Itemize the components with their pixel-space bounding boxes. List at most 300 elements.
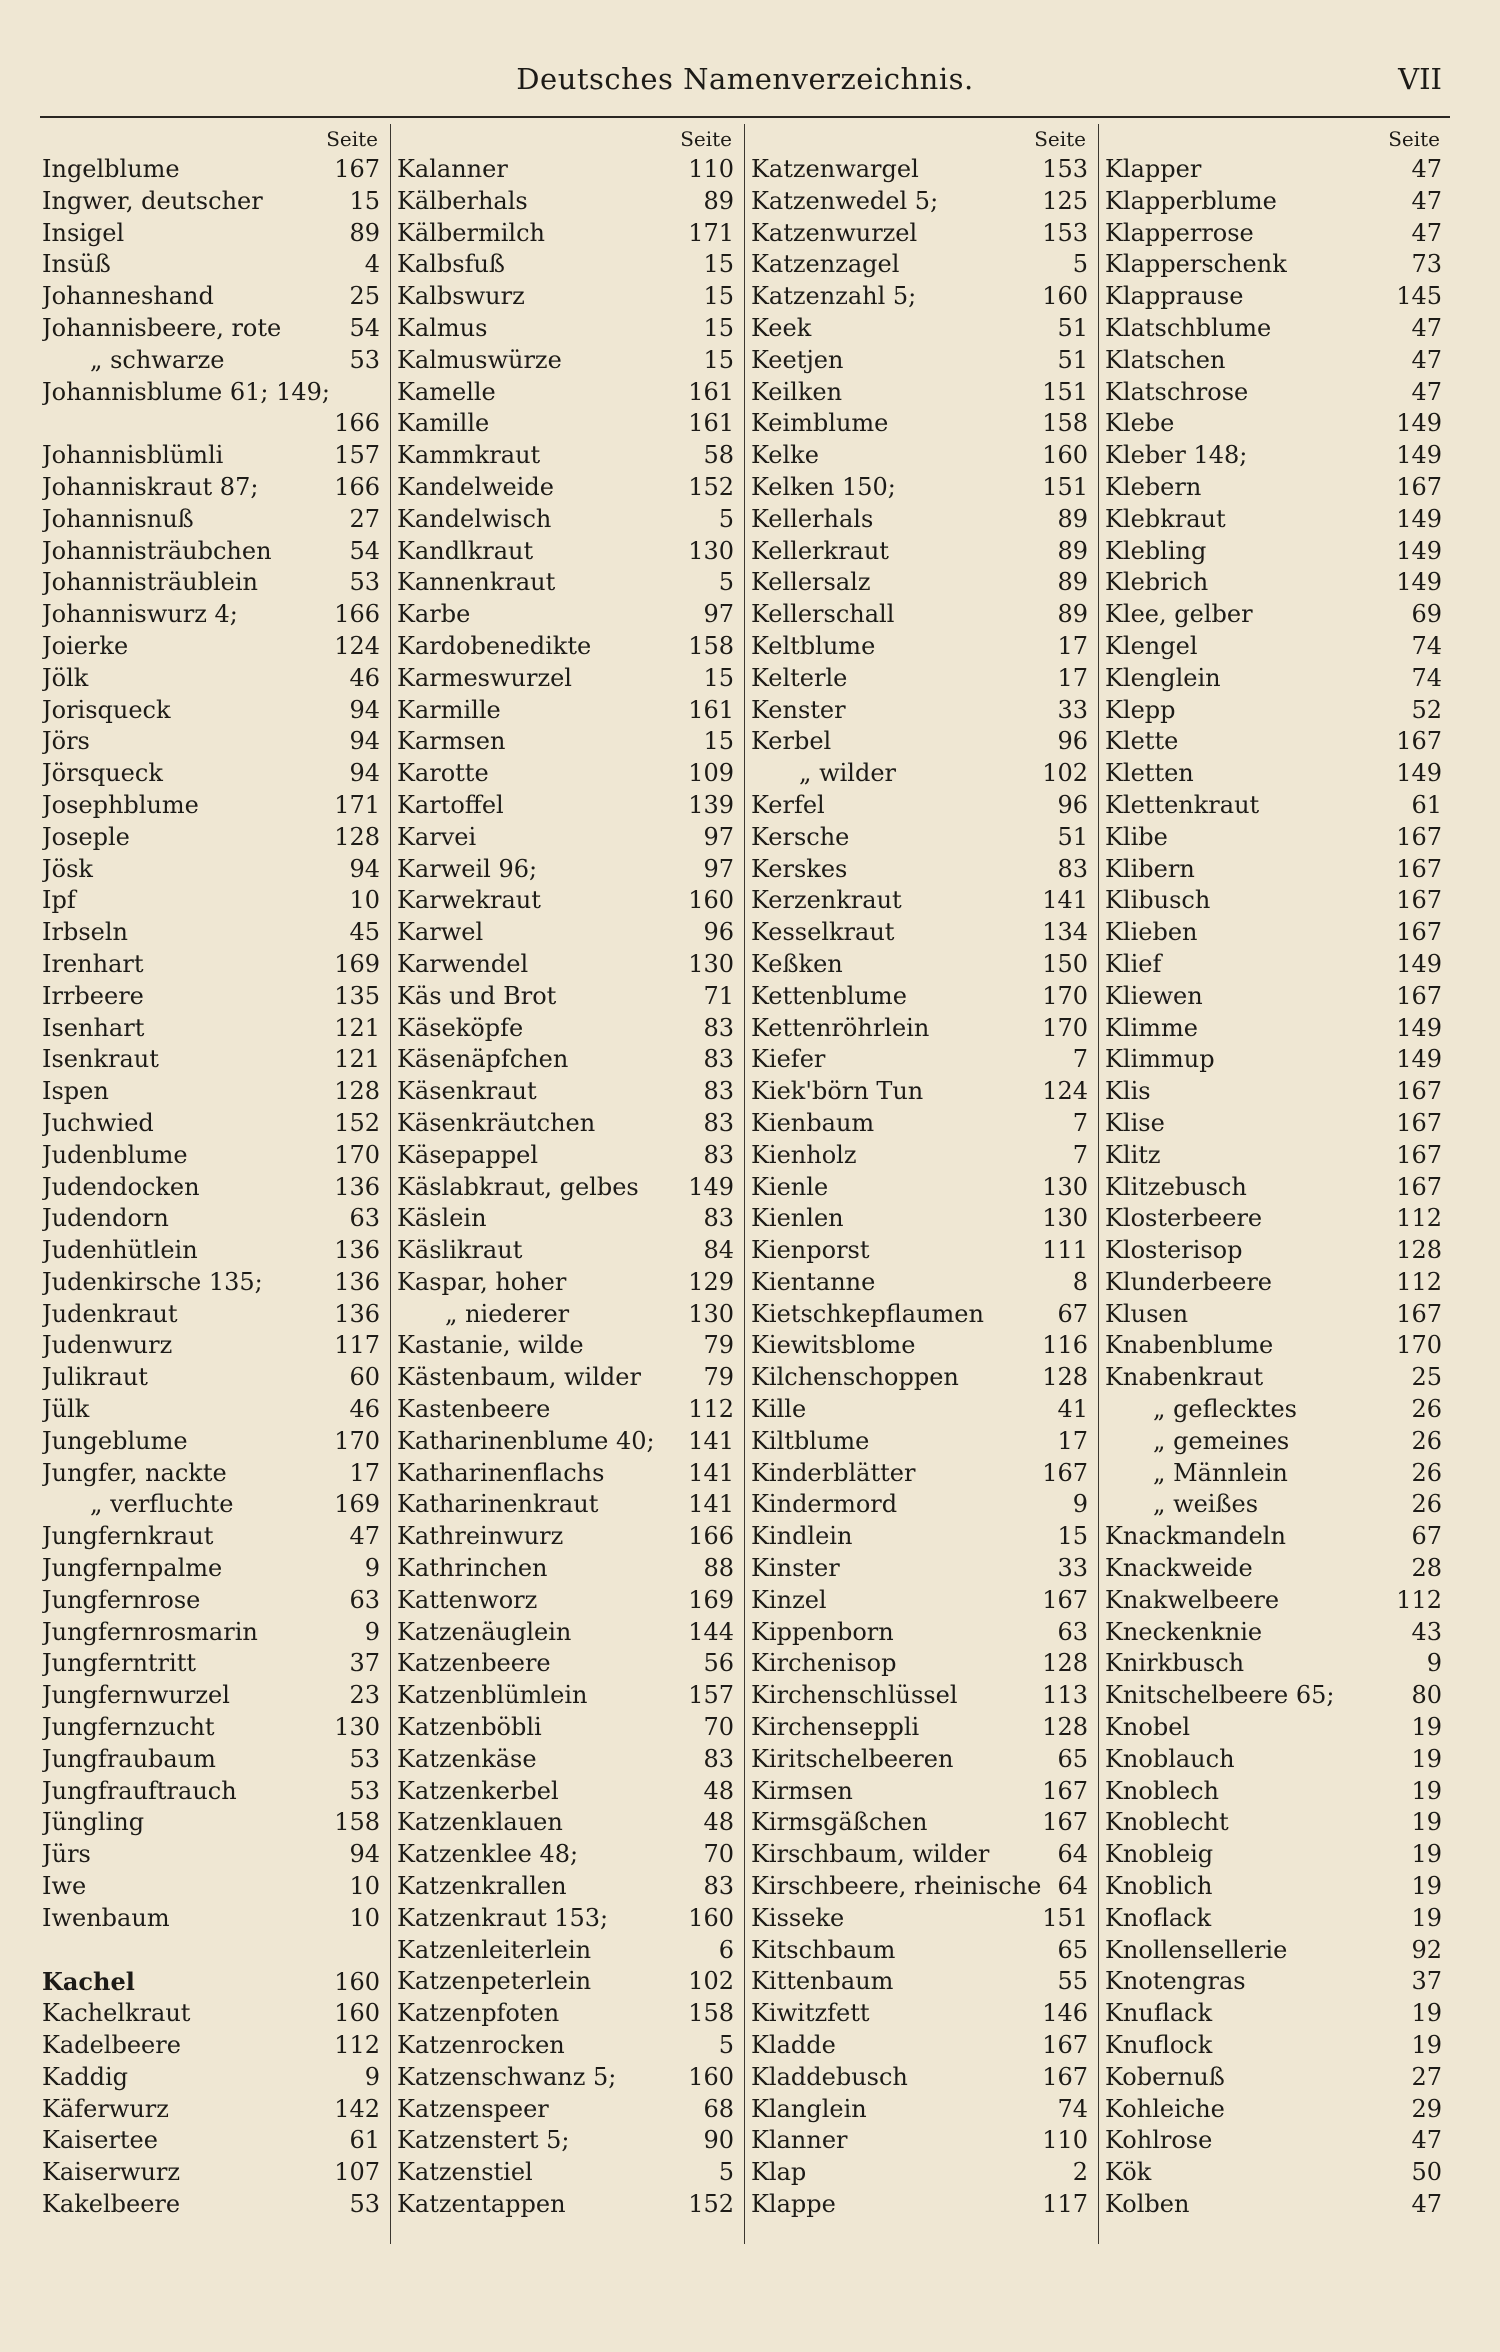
entry-page: 110 (1042, 2126, 1088, 2155)
entry-page: 167 (1396, 1108, 1442, 1137)
index-entry (397, 726, 734, 758)
index-entry (42, 1966, 380, 1998)
index-entry (751, 249, 1088, 281)
entry-term: Iwe (42, 1872, 87, 1901)
entry-term: Kenster (751, 695, 846, 724)
entry-term: Kathreinwurz (397, 1522, 564, 1551)
index-entry (42, 1744, 380, 1776)
entry-page: 149 (1396, 536, 1442, 565)
index-entry (42, 1172, 380, 1204)
entry-term: Kilchenschoppen (751, 1363, 959, 1392)
entry-page: 47 (1411, 313, 1442, 342)
index-entry (42, 1839, 380, 1871)
entry-term: Johanneshand (42, 282, 214, 311)
entry-term: Knirkbusch (1105, 1649, 1245, 1678)
index-columns (36, 124, 1454, 2244)
index-entry (397, 504, 734, 536)
seite-label: Seite (1388, 127, 1440, 151)
index-entry (397, 1013, 734, 1045)
entry-page: 9 (1426, 1649, 1442, 1678)
index-entry (42, 1871, 380, 1903)
index-entry (397, 981, 734, 1013)
entry-term: Knackweide (1105, 1554, 1253, 1583)
index-entry (1105, 1267, 1442, 1299)
index-entry (1105, 2189, 1442, 2221)
entry-page: 166 (334, 472, 380, 501)
entry-page: 112 (1396, 1267, 1442, 1296)
entry-page: 149 (688, 1172, 734, 1201)
index-entry (751, 1585, 1088, 1617)
entry-page: 170 (1042, 1013, 1088, 1042)
entry-page: 128 (334, 822, 380, 851)
entry-term: Keek (751, 313, 812, 342)
index-entry (397, 1935, 734, 1967)
index-entry (751, 1044, 1088, 1076)
index-entry (397, 1839, 734, 1871)
entry-term: Kirschbeere, rheinische (751, 1872, 1042, 1901)
entry-page: 5 (1072, 250, 1088, 279)
entry-term: Katzenwedel 5; (751, 186, 939, 215)
entry-page: 160 (1042, 441, 1088, 470)
entry-page: 94 (349, 727, 380, 756)
entry-term: Kandlkraut (397, 536, 534, 565)
entry-term: Klebling (1105, 536, 1207, 565)
index-entry (1105, 1394, 1442, 1426)
index-entry (1105, 1680, 1442, 1712)
entry-term: Karmsen (397, 727, 506, 756)
index-entry (1105, 1553, 1442, 1585)
entry-term: Keltblume (751, 631, 876, 660)
entry-term: Katzenkraut 153; (397, 1903, 609, 1932)
entry-term: Klapper (1105, 155, 1202, 183)
entry-term: Klunderbeere (1105, 1267, 1273, 1296)
entry-term: Katzenkerbel (397, 1776, 559, 1805)
entry-page: 167 (1396, 918, 1442, 947)
entry-term: Kersche (751, 822, 850, 851)
entry-page: 63 (1057, 1617, 1088, 1646)
entry-term: Kadelbeere (42, 2031, 181, 2060)
entry-page: 15 (703, 663, 734, 692)
entry-page: 149 (1396, 504, 1442, 533)
entry-page: 129 (688, 1267, 734, 1296)
entry-term: Kolben (1105, 2190, 1190, 2218)
index-entry (751, 1903, 1088, 1935)
entry-term: Judenwurz (42, 1331, 173, 1360)
entry-term: Karbe (397, 600, 471, 629)
entry-term: Kalmuswürze (397, 345, 562, 374)
entry-page: 170 (1396, 1331, 1442, 1360)
entry-term: Keetjen (751, 345, 844, 374)
entry-page: 124 (334, 631, 380, 660)
entry-page: 152 (688, 472, 734, 501)
entry-page: 160 (334, 1999, 380, 2028)
entry-term: Jungfernwurzel (42, 1681, 230, 1710)
entry-page: 68 (703, 2094, 734, 2123)
entry-term: Katzenzagel (751, 250, 900, 279)
entry-term: Knackmandeln (1105, 1522, 1286, 1551)
index-entry (397, 917, 734, 949)
entry-term: Klanner (751, 2126, 848, 2155)
index-entry (42, 1553, 380, 1585)
index-entry (42, 1108, 380, 1140)
entry-term: Jorisqueck (42, 695, 171, 724)
entry-term: Johannisblume 61; 149; (42, 377, 330, 406)
index-entry (397, 1712, 734, 1744)
entry-term: Karwel (397, 918, 484, 947)
index-entry (397, 1203, 734, 1235)
index-entry (751, 2030, 1088, 2062)
entry-term: Käslabkraut, gelbes (397, 1172, 639, 1201)
entry-page: 70 (703, 1713, 734, 1742)
entry-page: 5 (718, 2031, 734, 2060)
entry-page: 107 (334, 2158, 380, 2187)
index-entry (397, 854, 734, 886)
entry-page: 171 (334, 790, 380, 819)
index-entry (1105, 1235, 1442, 1267)
entry-page: 54 (349, 536, 380, 565)
entry-page: 102 (688, 1967, 734, 1996)
entry-term: Jungfrauftrauch (42, 1776, 237, 1805)
entry-term: Kalmus (397, 313, 488, 342)
entry-page: 83 (703, 1204, 734, 1233)
index-entry (1105, 377, 1442, 409)
entry-page: 152 (334, 1108, 380, 1137)
index-entry (1105, 281, 1442, 313)
index-entry (42, 1330, 380, 1362)
index-entry (1105, 472, 1442, 504)
entry-term: „ niederer (445, 1299, 570, 1328)
entry-page: 47 (1411, 186, 1442, 215)
entry-page: 130 (688, 949, 734, 978)
index-entry (397, 1108, 734, 1140)
entry-term: Klimme (1105, 1013, 1198, 1042)
entry-term: Klitzebusch (1105, 1172, 1247, 1201)
entry-page: 50 (1411, 2158, 1442, 2187)
index-entry (1105, 1744, 1442, 1776)
entry-page: 121 (334, 1013, 380, 1042)
index-entry (397, 1553, 734, 1585)
entry-term: Käferwurz (42, 2094, 169, 2123)
entry-term: Klenglein (1105, 663, 1221, 692)
entry-term: Kälberhals (397, 186, 528, 215)
entry-page: 15 (703, 313, 734, 342)
entry-term: Kienporst (751, 1236, 870, 1265)
index-entry (42, 1203, 380, 1235)
entry-page: 19 (1411, 1808, 1442, 1837)
entry-page: 19 (1411, 1744, 1442, 1773)
entry-term: Klis (1105, 1077, 1151, 1106)
entry-page: 158 (688, 631, 734, 660)
entry-term: Klengel (1105, 631, 1198, 660)
index-entry (1105, 885, 1442, 917)
index-entry (397, 2094, 734, 2126)
entry-term: Klapperblume (1105, 186, 1277, 215)
entry-term: Käsepappel (397, 1140, 539, 1169)
entry-term: Karwekraut (397, 886, 541, 915)
entry-page: 158 (688, 1999, 734, 2028)
entry-page: 110 (688, 155, 734, 183)
index-entry (42, 377, 380, 409)
entry-term: Klieben (1105, 918, 1198, 947)
entry-term: Katzenäuglein (397, 1617, 572, 1646)
entry-page: 80 (1411, 1681, 1442, 1710)
index-entry (1105, 218, 1442, 250)
index-entry (1105, 631, 1442, 663)
entry-term: Kammkraut (397, 441, 541, 470)
entry-term: Kisseke (751, 1903, 845, 1932)
entry-page: 61 (1411, 790, 1442, 819)
entry-term: Kille (751, 1395, 807, 1424)
entry-term: Kardobenedikte (397, 631, 592, 660)
index-entry (751, 1330, 1088, 1362)
index-entry (42, 1394, 380, 1426)
entry-term: Juchwied (42, 1108, 154, 1137)
entry-page: 130 (688, 1299, 734, 1328)
entry-page: 167 (1042, 2062, 1088, 2091)
entry-page: 52 (1411, 695, 1442, 724)
entry-term: Kelken 150; (751, 472, 896, 501)
entry-page: 9 (1072, 1490, 1088, 1519)
entry-page: 153 (1042, 218, 1088, 247)
entry-term: Judenhütlein (42, 1236, 198, 1265)
index-entry (397, 949, 734, 981)
entry-page: 54 (349, 313, 380, 342)
index-entry (1105, 1044, 1442, 1076)
entry-term: Ispen (42, 1077, 109, 1106)
index-entry (42, 790, 380, 822)
index-column-4 (1098, 124, 1452, 2244)
entry-term: Knakwelbeere (1105, 1585, 1280, 1614)
entry-term: Katzenpeterlein (397, 1967, 592, 1996)
index-entry (1105, 822, 1442, 854)
entry-page: 89 (349, 218, 380, 247)
entry-page: 167 (1396, 854, 1442, 883)
entry-term: Jungfraubaum (42, 1744, 216, 1773)
entry-term: Katzenschwanz 5; (397, 2062, 617, 2091)
entry-page: 53 (349, 345, 380, 374)
index-entry (1105, 1617, 1442, 1649)
entry-term: Käsenkraut (397, 1077, 537, 1106)
index-entry (42, 218, 380, 250)
entry-page: 158 (334, 1808, 380, 1837)
index-entry (397, 2030, 734, 2062)
entry-page: 112 (1396, 1204, 1442, 1233)
entry-term: Katzenböbli (397, 1713, 542, 1742)
entry-page: 153 (1042, 155, 1088, 183)
index-entry (1105, 1807, 1442, 1839)
index-entry (397, 1044, 734, 1076)
seite-label: Seite (326, 127, 378, 151)
entry-page: 48 (703, 1808, 734, 1837)
entry-term: Katzenklauen (397, 1808, 563, 1837)
index-entry (397, 1807, 734, 1839)
entry-page: 37 (1411, 1967, 1442, 1996)
index-entry (751, 1013, 1088, 1045)
entry-page: 117 (1042, 2190, 1088, 2218)
index-entry (397, 1489, 734, 1521)
entry-page: 141 (1042, 886, 1088, 915)
entry-term: Insigel (42, 218, 125, 247)
index-entry (42, 1648, 380, 1680)
index-entry (42, 2125, 380, 2157)
index-entry (42, 567, 380, 599)
entry-term: Klise (1105, 1108, 1165, 1137)
entry-page: 149 (1396, 568, 1442, 597)
index-entry (42, 2030, 380, 2062)
index-entry (751, 154, 1088, 186)
index-entry (397, 2157, 734, 2189)
entry-term: Kelterle (751, 663, 848, 692)
index-entry (42, 1044, 380, 1076)
entry-page: 53 (349, 568, 380, 597)
entry-page: 47 (1411, 155, 1442, 183)
entry-term: Irbseln (42, 918, 128, 947)
entry-page: 47 (1411, 377, 1442, 406)
entry-term: Kathrinchen (397, 1554, 548, 1583)
entry-term: Knuflack (1105, 1999, 1213, 2028)
entry-page: 149 (1396, 949, 1442, 978)
entry-page: 169 (688, 1585, 734, 1614)
entry-page: 47 (349, 1522, 380, 1551)
entry-page: 73 (1411, 250, 1442, 279)
index-entry (42, 2189, 380, 2221)
entry-page: 158 (1042, 409, 1088, 438)
entry-term: Käslein (397, 1204, 487, 1233)
entry-term: Kirmsgäßchen (751, 1808, 928, 1837)
entry-page: 167 (1042, 1585, 1088, 1614)
index-entry (397, 758, 734, 790)
entry-term: Knollensellerie (1105, 1935, 1288, 1964)
entry-page: 134 (1042, 918, 1088, 947)
index-entry (751, 885, 1088, 917)
entry-term: Kirchenisop (751, 1649, 897, 1678)
entry-term: Isenkraut (42, 1045, 159, 1074)
index-entry (42, 1617, 380, 1649)
index-entry (751, 1712, 1088, 1744)
entry-term: Kerskes (751, 854, 848, 883)
entry-page: 7 (1072, 1045, 1088, 1074)
index-entry (1105, 1489, 1442, 1521)
entry-term: Kälbermilch (397, 218, 545, 247)
entry-term: Kietschkepflaumen (751, 1299, 984, 1328)
entry-term: Jürs (42, 1840, 91, 1869)
entry-page: 112 (334, 2031, 380, 2060)
entry-page: 90 (703, 2126, 734, 2155)
index-entry (751, 2125, 1088, 2157)
entry-term: Kastanie, wilde (397, 1331, 584, 1360)
entry-page: 26 (1411, 1395, 1442, 1424)
entry-term: Knitschelbeere 65; (1105, 1681, 1335, 1710)
entry-term: Knobel (1105, 1713, 1191, 1742)
entry-term: Katharinenkraut (397, 1490, 599, 1519)
entry-term: Kellerschall (751, 600, 895, 629)
index-entry (1105, 249, 1442, 281)
index-entry (397, 1299, 734, 1331)
entry-term: Kletten (1105, 759, 1194, 788)
entry-term: Karweil 96; (397, 854, 538, 883)
entry-page: 136 (334, 1172, 380, 1201)
index-entry (42, 949, 380, 981)
entry-term: Kandelwisch (397, 504, 552, 533)
entry-page: 169 (334, 949, 380, 978)
index-entry (42, 1680, 380, 1712)
index-entry (1105, 1585, 1442, 1617)
index-entry (751, 917, 1088, 949)
entry-page: 71 (703, 981, 734, 1010)
entry-term: Joierke (42, 631, 129, 660)
entry-term: Klitz (1105, 1140, 1161, 1169)
entry-page: 64 (1057, 1872, 1088, 1901)
index-entry (42, 1013, 380, 1045)
seite-label: Seite (680, 127, 732, 151)
entry-term: Kladde (751, 2031, 836, 2060)
entry-page: 167 (1042, 1458, 1088, 1487)
index-column-1 (36, 124, 390, 2244)
index-entry (1105, 1458, 1442, 1490)
entry-term: Klusen (1105, 1299, 1189, 1328)
entry-page: 83 (703, 1140, 734, 1169)
entry-page: 88 (703, 1554, 734, 1583)
entry-page: 61 (349, 2126, 380, 2155)
entry-page: 10 (349, 1872, 380, 1901)
index-entry (397, 2125, 734, 2157)
index-entry (751, 281, 1088, 313)
entry-page: 15 (703, 282, 734, 311)
entry-term: Kaddig (42, 2062, 129, 2091)
index-entry (751, 1299, 1088, 1331)
entry-page: 169 (334, 1490, 380, 1519)
entry-term: Kellersalz (751, 568, 871, 597)
index-entry (397, 408, 734, 440)
index-entry (1105, 1871, 1442, 1903)
entry-page: 25 (349, 282, 380, 311)
index-entry (1105, 758, 1442, 790)
entry-page: 15 (703, 250, 734, 279)
entry-page: 9 (364, 2062, 380, 2091)
entry-page: 53 (349, 2190, 380, 2218)
index-entry (1105, 1712, 1442, 1744)
index-entry (397, 1076, 734, 1108)
index-entry (751, 1807, 1088, 1839)
index-entry (397, 2062, 734, 2094)
entry-page: 161 (688, 377, 734, 406)
entry-page: 96 (703, 918, 734, 947)
index-entry (397, 1585, 734, 1617)
entry-page: 97 (703, 822, 734, 851)
entry-term: Klee, gelber (1105, 600, 1253, 629)
entry-term: Kienbaum (751, 1108, 875, 1137)
index-entry (751, 790, 1088, 822)
entry-term: Jölk (42, 663, 89, 692)
index-entry (397, 1680, 734, 1712)
entry-page: 83 (703, 1045, 734, 1074)
entry-page: 83 (703, 1744, 734, 1773)
entry-page: 130 (1042, 1172, 1088, 1201)
entry-term: Klibe (1105, 822, 1168, 851)
entry-term: Knobleig (1105, 1840, 1214, 1869)
page-title: Deutsches Namenverzeichnis. (516, 62, 974, 96)
entry-page: 124 (1042, 1077, 1088, 1106)
entry-page: 83 (1057, 854, 1088, 883)
entry-page: 83 (703, 1872, 734, 1901)
entry-term: Kaspar, hoher (397, 1267, 567, 1296)
entry-term: Kartoffel (397, 790, 504, 819)
entry-term: Kiltblume (751, 1426, 870, 1455)
entry-term: Kerfel (751, 790, 825, 819)
entry-term: Jungfernpalme (42, 1554, 223, 1583)
entry-page: 94 (349, 854, 380, 883)
index-entry (42, 472, 380, 504)
